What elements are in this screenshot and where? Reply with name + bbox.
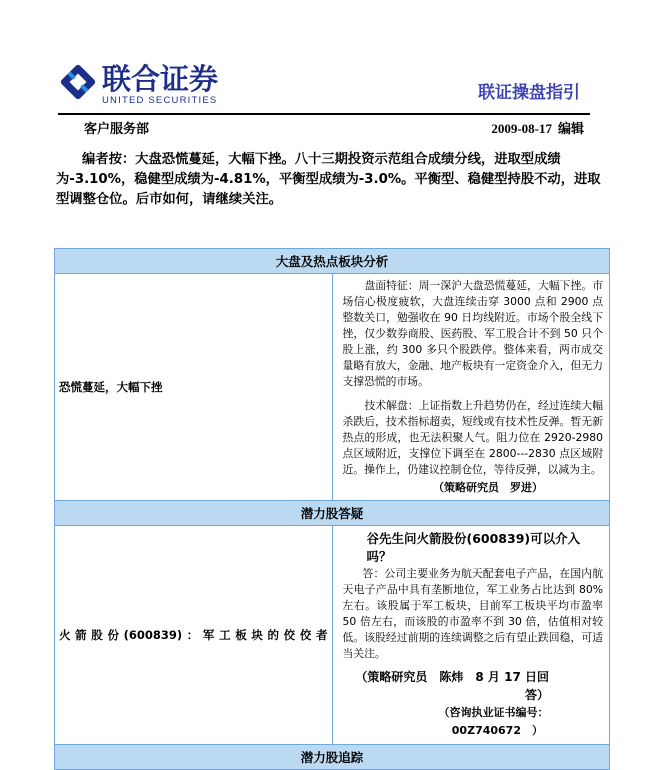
document-title: 联证操盘指引 (478, 83, 580, 103)
editor-note: 编者按：大盘恐慌蔓延，大幅下挫。八十三期投资示范组合成绩分线，进取型成绩为-3.10%，稳健型成绩为-4.81%，平衡型成绩为-3.0%。平衡型、稳健型持股不动，进取型调整仓位。后市如何，请继续关注。 (56, 152, 601, 207)
stock-qa-signature: （策略研究员 陈炜 8 月 17 日回答） (355, 670, 549, 702)
technical-analysis-paragraph: 技术解盘：上证指数上升趋势仍在，经过连续大幅杀跌后，技术指标超卖，短线或有技术性反弹。暂无新热点的形成，也无法积聚人气。阻力位在 2920-2980 点区域附近，支撑位下调至在 2800---2830 点区域附近。操作上，仍建议控制仓位，等待反弹，以减为主。 (342, 399, 603, 476)
date-value: 2009-08-17 (491, 121, 552, 136)
publish-date (491, 118, 584, 137)
market-analysis-left-label: 恐慌蔓延，大幅下挫 (55, 274, 333, 501)
section-stock-qa-header: 潜力股答疑 (55, 501, 610, 526)
edit-label: 编辑 (557, 122, 584, 137)
section-market-analysis-header: 大盘及热点板块分析 (55, 249, 610, 274)
united-securities-logo-icon (58, 62, 98, 102)
stock-answer: 答：公司主要业务为航天配套电子产品，在国内航天电子产品中具有垄断地位，军工业务占比达到 80%左右。该股属于军工板块，目前军工板块平均市盈率 50 倍左右，而该股的市盈率不到 30 倍，估值相对较低。该股经过前期的连续调整之后有望止跌回稳，可适当关注。 (342, 567, 603, 660)
certificate-number: （咨询执业证书编号： 00Z740672 ） (438, 706, 554, 737)
company-logo (58, 62, 234, 110)
market-analysis-signature: （策略研究员 罗进） (433, 481, 543, 494)
logo-english-name: UNITED SECURITIES (102, 95, 218, 106)
market-analysis-body (332, 274, 610, 501)
header-divider (58, 113, 590, 115)
department-label: 客户服务部 (84, 122, 150, 137)
stock-qa-body (332, 526, 610, 745)
logo-chinese-name: 联合证券 (102, 62, 219, 96)
stock-qa-left-label: 火箭股份(600839)：军工板块的佼佼者 (55, 526, 333, 745)
section-stock-tracking-header: 潜力股追踪 (55, 745, 610, 770)
stock-question: 谷先生问火箭股份(600839)可以介入吗？ (366, 531, 581, 564)
market-features-paragraph: 盘面特征：周一深沪大盘恐慌蔓延，大幅下挫。市场信心极度疲软，大盘连续击穿 3000 点和 2900 点整数关口，勉强收在 90 日均线附近。市场个股全线下挫，仅少数券商股、医药股、军工股合计不到 50 只个股上涨，约 300 多只个股跌停。整体来看，两市成交量略有放大，金融、地产板块有一定资金介入，但无力支撑恐慌的市场。 (342, 279, 603, 388)
report-table (54, 248, 610, 770)
